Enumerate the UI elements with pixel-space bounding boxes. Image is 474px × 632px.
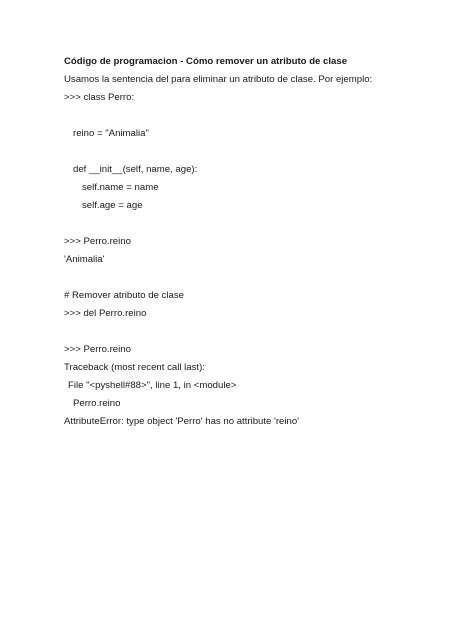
intro-paragraph: Usamos la sentencia del para eliminar un atributo de clase. Por ejemplo: xyxy=(64,74,373,85)
document-title: Código de programacion - Cómo remover un atributo de clase xyxy=(64,56,348,67)
traceback-file: File "<pyshell#88>", line 1, in <module> xyxy=(68,380,237,391)
code-output-animalia: 'Animalia' xyxy=(64,254,105,265)
code-del-statement: >>> del Perro.reino xyxy=(64,308,147,319)
traceback-line: Perro.reino xyxy=(73,398,121,409)
code-comment-remove: # Remover atributo de clase xyxy=(64,290,184,301)
error-message: AttributeError: type object 'Perro' has no attribute 'reino' xyxy=(64,416,300,427)
code-class-def: >>> class Perro: xyxy=(64,92,135,103)
traceback-header: Traceback (most recent call last): xyxy=(64,362,205,373)
code-self-name: self.name = name xyxy=(82,182,159,193)
code-init-def: def __init__(self, name, age): xyxy=(73,164,198,175)
code-access-reino-2: >>> Perro.reino xyxy=(64,344,131,355)
code-self-age: self.age = age xyxy=(82,200,143,211)
code-access-reino-1: >>> Perro.reino xyxy=(64,236,131,247)
code-reino-assign: reino = "Animalia" xyxy=(73,128,149,139)
